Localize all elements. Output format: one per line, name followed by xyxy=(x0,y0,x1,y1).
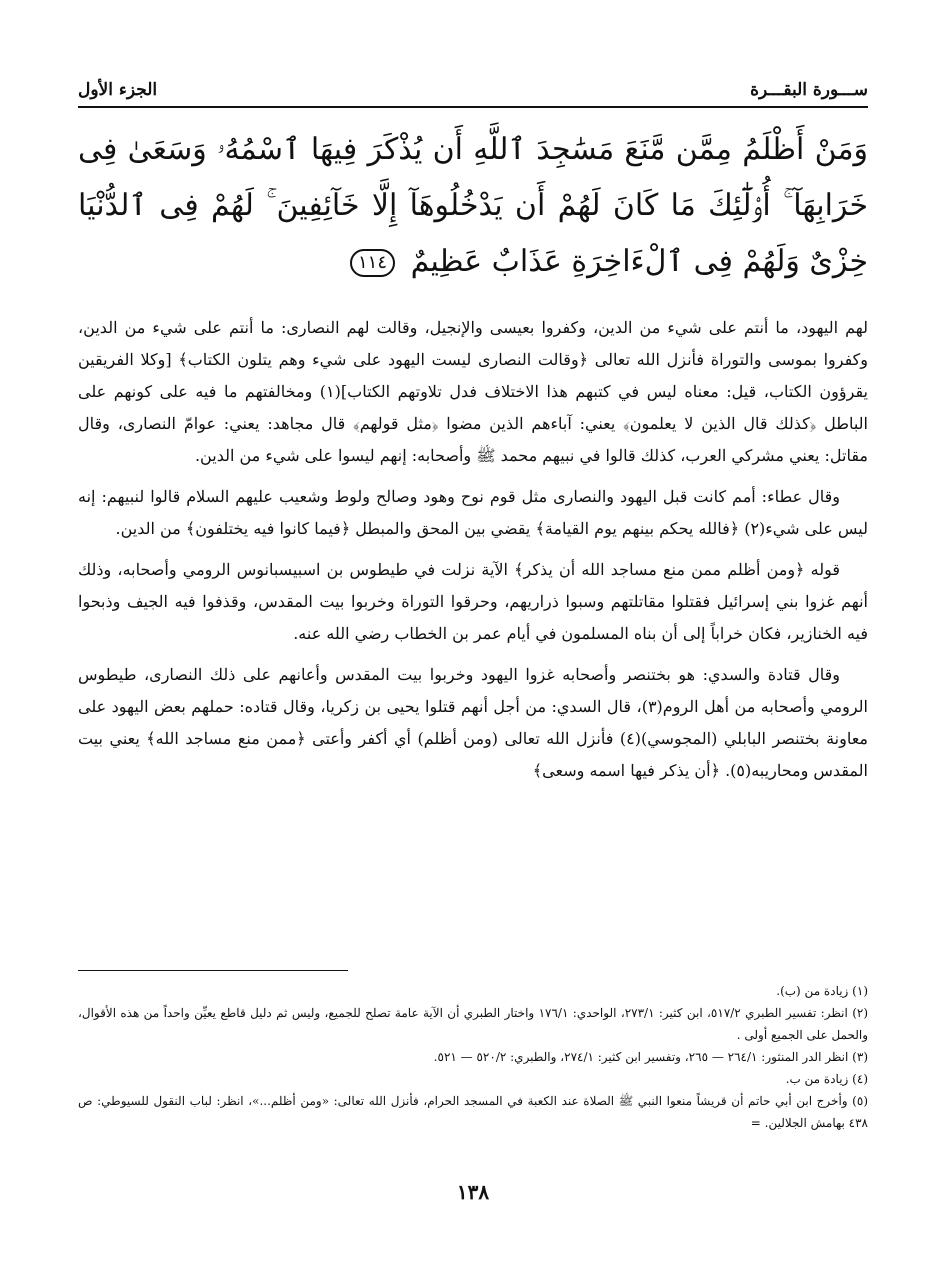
commentary-paragraph: وقال قتادة والسدي: هو بختنصر وأصحابه غزوا اليهود وخربوا بيت المقدس وأعانهم على ذلك النصارى، طيطوس الرومي وأصحابه من أهل الروم(٣)، قال السدي: من أجل أنهم قتلوا يحيى بن زكريا، وقال قتاده: حملهم بعض اليهود على معاونة بختنصر البابلي (المجوسي)(٤) فأنزل الله تعالى (ومن أظلم) أي أكفر وأعتى ﴿ممن منع مساجد الله﴾ يعني بيت المقدس ومحاريبه(٥). ﴿أن يذكر فيها اسمه وسعى﴾ xyxy=(78,665,869,780)
book-page xyxy=(78,70,868,1220)
header-divider xyxy=(78,106,868,108)
running-header xyxy=(78,76,868,104)
verse-text: وَمَنْ أَظْلَمُ مِمَّن مَّنَعَ مَسَٰجِدَ ٱللَّهِ أَن يُذْكَرَ فِيهَا ٱسْمُهُۥ وَسَعَىٰ فِى خَرَابِهَآ ۚ أُو۟لَٰٓئِكَ مَا كَانَ لَهُمْ أَن يَدْخُلُوهَآ إِلَّا خَآئِفِينَ ۚ لَهُمْ فِى ٱلدُّنْيَا خِزْىٌ وَلَهُمْ فِى ٱلْءَاخِرَةِ عَذَابٌ عَظِيمٌ xyxy=(78,132,868,279)
commentary-paragraph: قوله ﴿ومن أظلم ممن منع مساجد الله أن يذكر﴾ الآية نزلت في طيطوس بن اسبيسبانوس الرومي وأصحابه، وذلك أنهم غزوا بني إسرائيل فقتلوا مقاتلتهم وسبوا ذراريهم، وحرقوا التوراة وخربوا بيت المقدس، وقذفوا فيه الجيف وذبحوا فيه الخنازير، فكان خراباً إلى أن بناه المسلمون في أيام عمر بن الخطاب رضي الله عنه. xyxy=(78,560,868,643)
page-number: ١٣٨ xyxy=(456,1180,490,1204)
footnote: (١) زيادة من (ب). xyxy=(776,984,868,998)
footnote: (٣) انظر الدر المنثور: ٢٦٤/١ — ٢٦٥، وتفسير ابن كثير: ٢٧٤/١، والطبري: ٥٢٠/٢ — ٥٢١. xyxy=(433,1050,868,1064)
footnote: (٥) وأخرج ابن أبي حاتم أن قريشاً منعوا النبي ﷺ الصلاة عند الكعبة في المسجد الحرام، فأنزل الله تعالى: «ومن أظلم...»، انظر: لباب النقول للسيوطي: ص ٤٣٨ بهامش الجلالين. = xyxy=(78,1094,868,1130)
footnotes xyxy=(78,980,868,1134)
verse-number-marker: ١١٤ xyxy=(350,249,395,277)
footnote-divider xyxy=(78,970,348,971)
commentary-paragraph: لهم اليهود، ما أنتم على شيء من الدين، وكفروا بعيسى والإنجيل، وقالت لهم النصارى: ما أنتم على شيء من الدين، وكفروا بموسى والتوراة فأنزل الله تعالى ﴿وقالت النصارى ليست اليهود على شيء وهم يتلون الكتاب﴾ [وكلا الفريقين يقرؤون الكتاب، قيل: معناه ليس في كتبهم هذا الاختلاف فدل تلاوتهم الكتاب](١) ومخالفتهم ما فيه على كونهم على الباطل ﴿كذلك قال الذين لا يعلمون﴾ يعني: آباءهم الذين مضوا ﴿مثل قولهم﴾ قال مجاهد: يعني: عوامّ النصارى، وقال مقاتل: يعني مشركي العرب، كذلك قالوا في نبيهم محمد ﷺ وأصحابه: إنهم ليسوا على شيء من الدين. xyxy=(78,318,869,465)
surah-title: ســـورة البقـــرة xyxy=(750,80,868,100)
footnote: (٤) زيادة من ب. xyxy=(785,1072,868,1086)
part-label: الجزء الأول xyxy=(78,80,158,100)
commentary-paragraph: وقال عطاء: أمم كانت قبل اليهود والنصارى مثل قوم نوح وهود وصالح ولوط وشعيب عليهم السلام قالوا لنبيهم: إنه ليس على شيء(٢) ﴿فالله يحكم بينهم يوم القيامة﴾ يقضي بين المحق والمبطل ﴿فيما كانوا فيه يختلفون﴾ من الدين. xyxy=(78,487,868,538)
quran-verse xyxy=(78,122,868,290)
footnote: (٢) انظر: تفسير الطبري ٥١٧/٢، ابن كثير: ٢٧٣/١، الواحدي: ١٧٦/١ واختار الطبري أن الآية عامة تصلح للجميع، وليس ثم دليل قاطع يعيِّن واحداً من هذه الأقوال، والحمل على الجميع أولى . xyxy=(78,1006,869,1042)
commentary-body xyxy=(78,312,868,796)
